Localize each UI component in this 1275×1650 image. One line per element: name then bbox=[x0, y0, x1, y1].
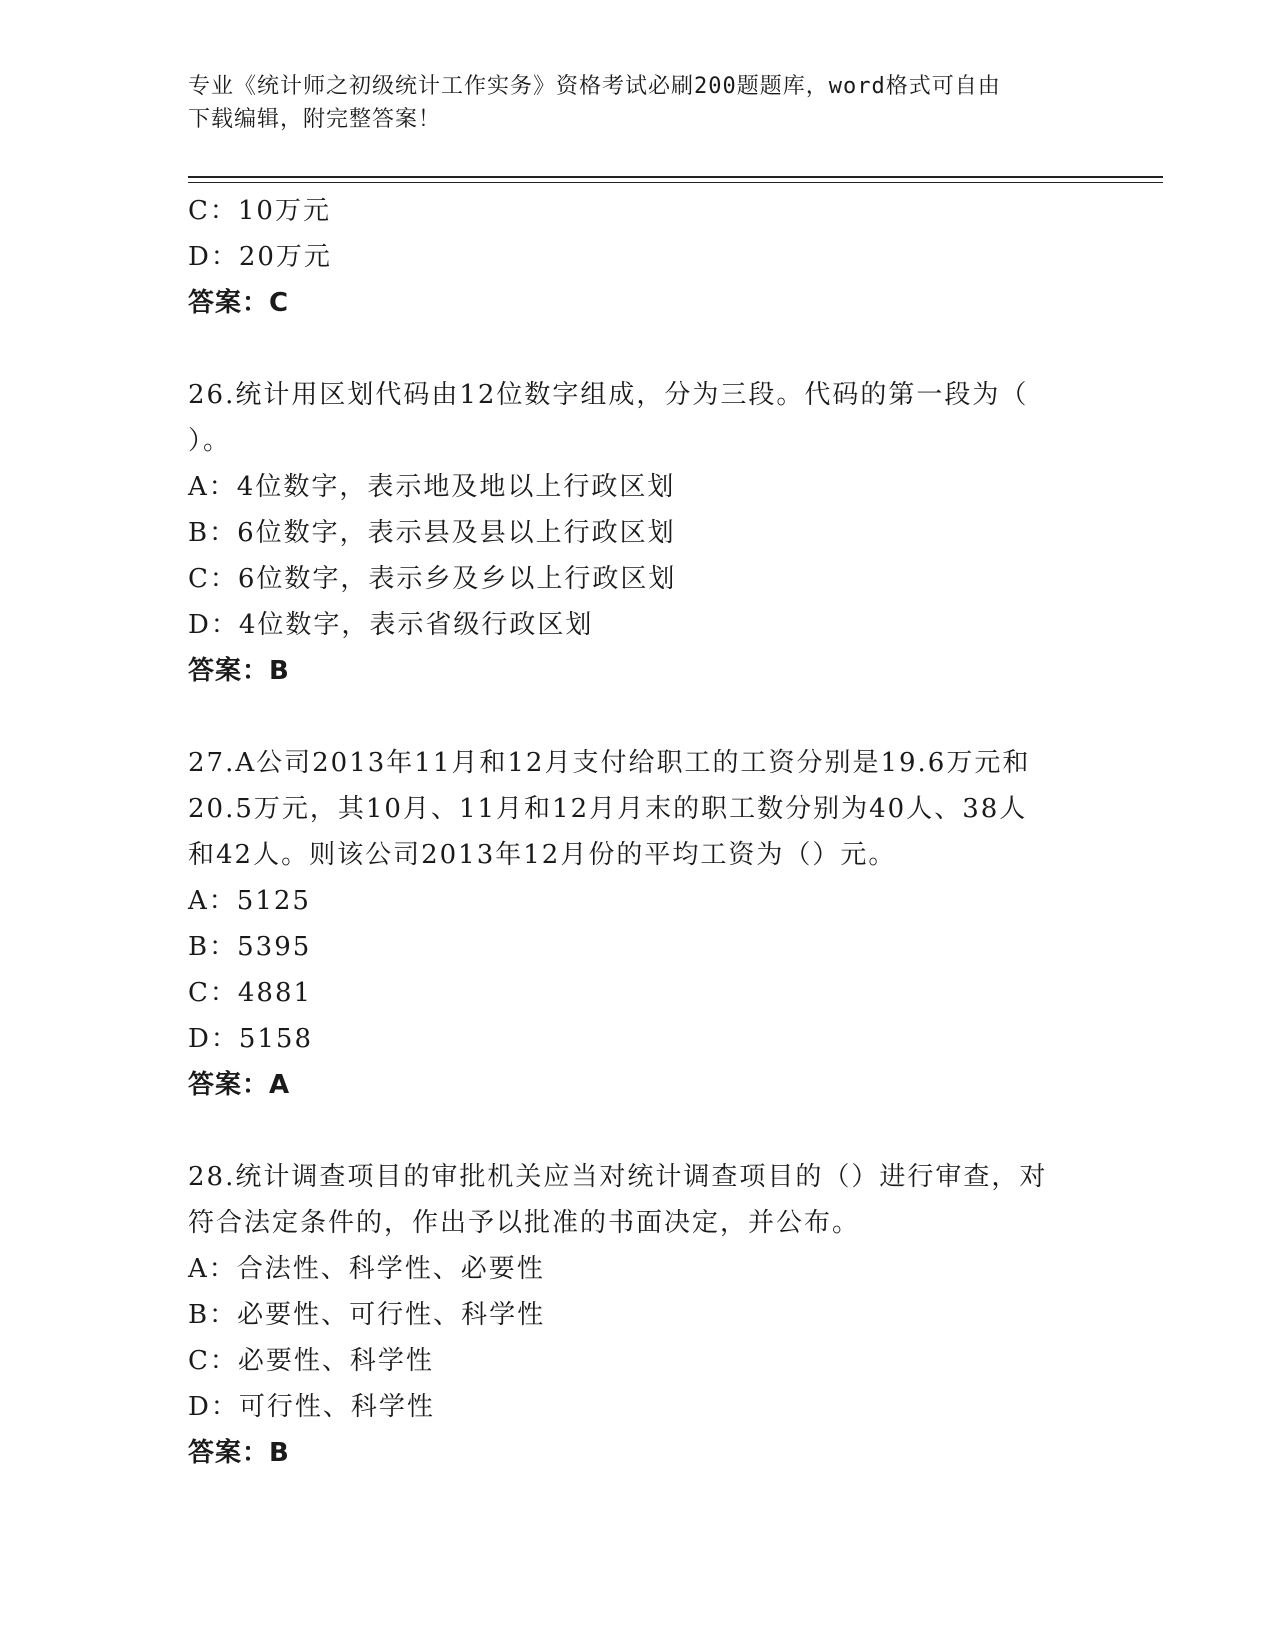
option-d: D：20万元 bbox=[188, 242, 332, 272]
question-stem-line: 28.统计调查项目的审批机关应当对统计调查项目的（）进行审查，对 bbox=[188, 1162, 1048, 1192]
question-stem-line: 20.5万元，其10月、11月和12月月末的职工数分别为40人、38人 bbox=[188, 794, 1028, 824]
header-rule-thick bbox=[188, 176, 1163, 178]
option-a: A：4位数字，表示地及地以上行政区划 bbox=[188, 472, 676, 502]
header-line-2: 下载编辑，附完整答案！ bbox=[188, 107, 442, 132]
question-block-28 bbox=[188, 1154, 1088, 1476]
answer-line: 答案：B bbox=[188, 656, 290, 686]
spacer bbox=[188, 326, 1088, 372]
option-b: B：必要性、可行性、科学性 bbox=[188, 1300, 546, 1330]
option-d: D：可行性、科学性 bbox=[188, 1392, 435, 1422]
option-b: B：5395 bbox=[188, 932, 312, 962]
option-d: D：4位数字，表示省级行政区划 bbox=[188, 610, 594, 640]
option-c: C：10万元 bbox=[188, 196, 331, 226]
question-stem-line: 26.统计用区划代码由12位数字组成，分为三段。代码的第一段为（ bbox=[188, 380, 1029, 410]
option-c: C：4881 bbox=[188, 978, 313, 1008]
answer-line: 答案：B bbox=[188, 1438, 290, 1468]
question-block-27 bbox=[188, 740, 1088, 1108]
option-a: A：合法性、科学性、必要性 bbox=[188, 1254, 545, 1284]
document-body bbox=[188, 188, 1088, 1476]
answer-line: 答案：C bbox=[188, 288, 290, 318]
question-stem-line: 符合法定条件的，作出予以批准的书面决定，并公布。 bbox=[188, 1208, 861, 1238]
question-stem-line: 和42人。则该公司2013年12月份的平均工资为（）元。 bbox=[188, 840, 897, 870]
question-stem-line: 27.A公司2013年11月和12月支付给职工的工资分别是19.6万元和 bbox=[188, 748, 1031, 778]
option-d: D：5158 bbox=[188, 1024, 314, 1054]
question-block-25 bbox=[188, 188, 1088, 326]
question-stem-line: ）。 bbox=[188, 426, 232, 456]
answer-line: 答案：A bbox=[188, 1070, 291, 1100]
spacer bbox=[188, 694, 1088, 740]
spacer bbox=[188, 1108, 1088, 1154]
option-c: C：6位数字，表示乡及乡以上行政区划 bbox=[188, 564, 677, 594]
option-a: A：5125 bbox=[188, 886, 311, 916]
question-block-26 bbox=[188, 372, 1088, 694]
option-b: B：6位数字，表示县及县以上行政区划 bbox=[188, 518, 676, 548]
option-c: C：必要性、科学性 bbox=[188, 1346, 434, 1376]
header-line-1: 专业《统计师之初级统计工作实务》资格考试必刷200题题库，word格式可自由 bbox=[188, 74, 1001, 99]
document-header bbox=[188, 70, 1088, 136]
header-rule-thin bbox=[188, 182, 1163, 183]
